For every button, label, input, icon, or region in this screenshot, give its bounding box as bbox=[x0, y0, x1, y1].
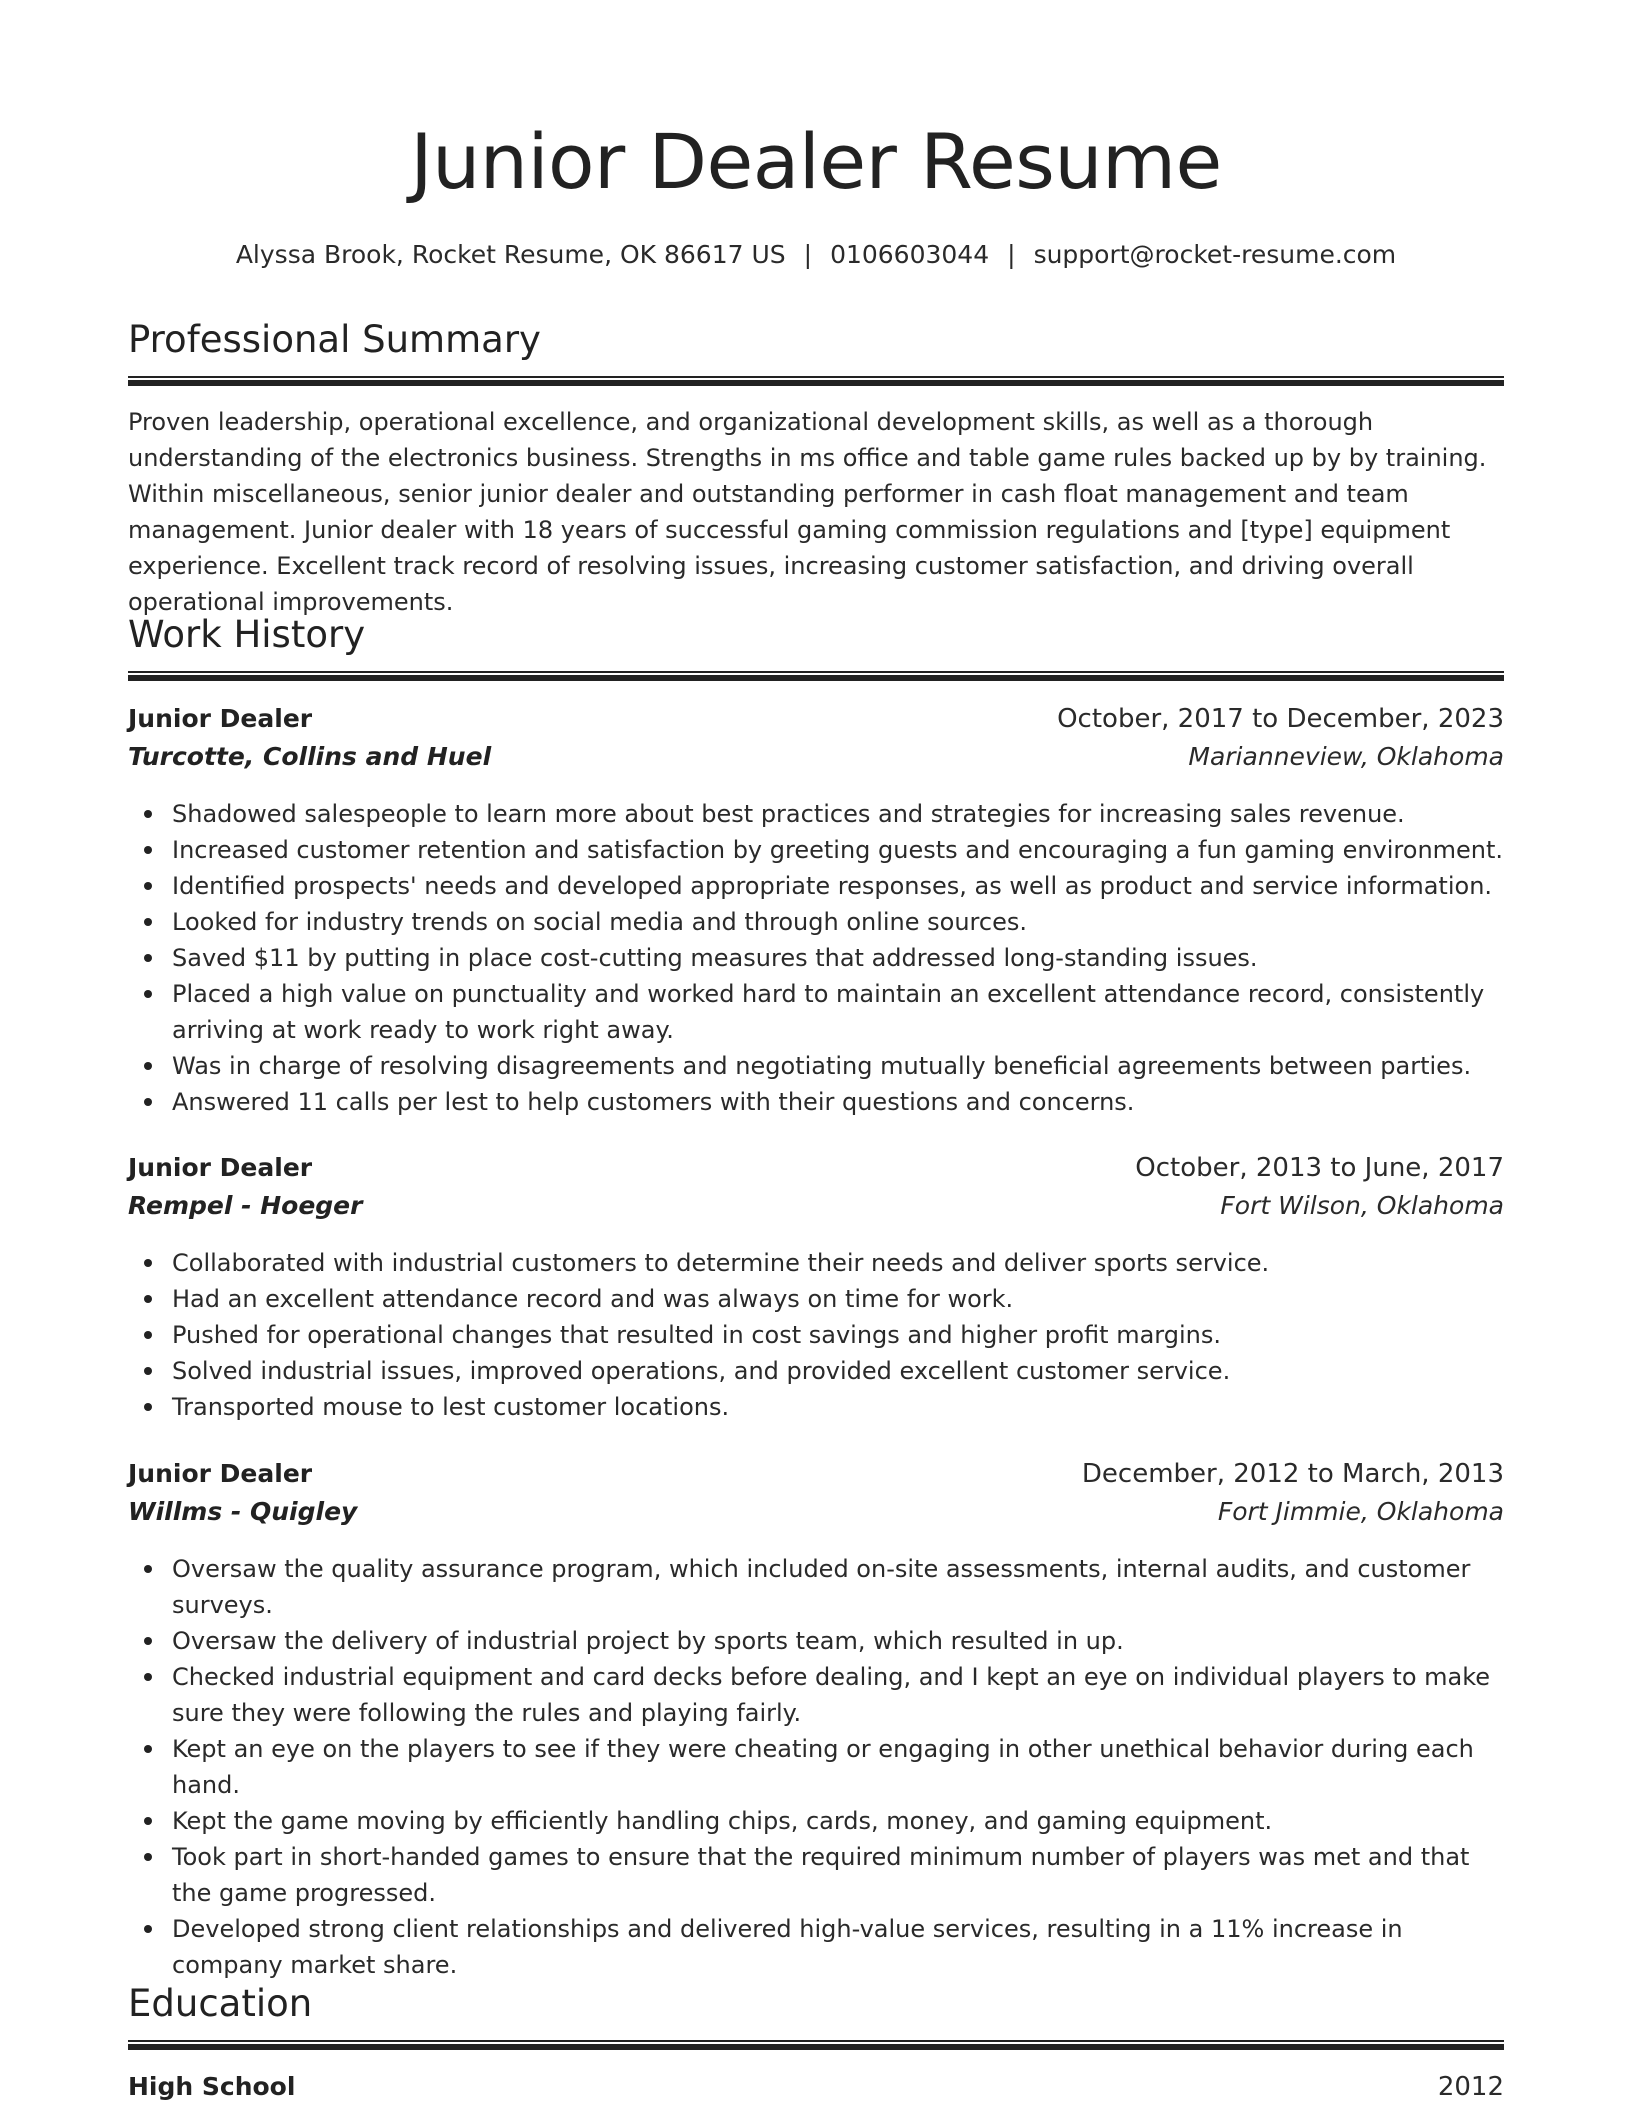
list-item: Took part in short-handed games to ensure that the required minimum number of players was met and that the game progressed. bbox=[172, 1839, 1504, 1911]
job-title: Junior Dealer bbox=[128, 1153, 313, 1182]
list-item: Pushed for operational changes that resulted in cost savings and higher profit margins. bbox=[172, 1317, 1504, 1353]
contact-phone: 0106603044 bbox=[830, 240, 990, 269]
list-item: Oversaw the quality assurance program, which included on-site assessments, internal audits, and customer surveys. bbox=[172, 1551, 1504, 1623]
education-entry bbox=[128, 2072, 1504, 2108]
job-dates: October, 2013 to June, 2017 bbox=[1135, 1153, 1504, 1183]
list-item: Saved $11 by putting in place cost-cutting measures that addressed long-standing issues. bbox=[172, 940, 1504, 976]
list-item: Checked industrial equipment and card decks before dealing, and I kept an eye on individual players to make sure they were following the rules and playing fairly. bbox=[172, 1659, 1504, 1731]
job-dates: December, 2012 to March, 2013 bbox=[1081, 1459, 1504, 1489]
job-dates: October, 2017 to December, 2023 bbox=[1057, 704, 1504, 734]
summary-heading: Professional Summary bbox=[128, 318, 541, 361]
list-item: Shadowed salespeople to learn more about best practices and strategies for increasing sales revenue. bbox=[172, 796, 1504, 832]
job-company: Turcotte, Collins and Huel bbox=[128, 742, 492, 771]
job-header bbox=[128, 704, 1504, 740]
list-item: Kept an eye on the players to see if they were cheating or engaging in other unethical behavior during each hand. bbox=[172, 1731, 1504, 1803]
list-item: Oversaw the delivery of industrial project by sports team, which resulted in up. bbox=[172, 1623, 1504, 1659]
list-item: Transported mouse to lest customer locations. bbox=[172, 1389, 1504, 1425]
contact-separator: | bbox=[1007, 240, 1016, 269]
contact-address: Alyssa Brook, Rocket Resume, OK 86617 US bbox=[235, 240, 786, 269]
list-item: Answered 11 calls per lest to help customers with their questions and concerns. bbox=[172, 1084, 1504, 1120]
job-location: Fort Wilson, Oklahoma bbox=[1220, 1191, 1504, 1220]
job-bullets bbox=[128, 1551, 1504, 1983]
education-degree: High School bbox=[128, 2072, 296, 2101]
list-item: Developed strong client relationships and delivered high-value services, resulting in a 11% increase in company market share. bbox=[172, 1911, 1504, 1983]
job-company-row bbox=[128, 1191, 1504, 1227]
job-location: Fort Jimmie, Oklahoma bbox=[1217, 1497, 1504, 1526]
summary-section-header bbox=[128, 318, 1504, 362]
section-divider bbox=[128, 671, 1504, 681]
job-title: Junior Dealer bbox=[128, 704, 313, 733]
list-item: Placed a high value on punctuality and worked hard to maintain an excellent attendance record, consistently arriving at work ready to work right away. bbox=[172, 976, 1504, 1048]
job-company: Rempel - Hoeger bbox=[128, 1191, 363, 1220]
job-header bbox=[128, 1153, 1504, 1189]
list-item: Increased customer retention and satisfaction by greeting guests and encouraging a fun gaming environment. bbox=[172, 832, 1504, 868]
list-item: Had an excellent attendance record and was always on time for work. bbox=[172, 1281, 1504, 1317]
list-item: Identified prospects' needs and developed appropriate responses, as well as product and service information. bbox=[172, 868, 1504, 904]
education-section-header bbox=[128, 1982, 1504, 2026]
work-section-header bbox=[128, 613, 1504, 657]
education-heading: Education bbox=[128, 1982, 313, 2025]
summary-text: Proven leadership, operational excellence, and organizational development skills, as well as a thorough understanding of the electronics business. Strengths in ms office and table game rules backed up by by training. Within miscellaneous, senior junior dealer and outstanding performer in cash float management and team management. Junior dealer with 18 years of successful gaming commission regulations and [type] equipment experience. Excellent track record of resolving issues, increasing customer satisfaction, and driving overall operational improvements. bbox=[128, 408, 1487, 616]
job-company: Willms - Quigley bbox=[128, 1497, 358, 1526]
section-divider bbox=[128, 376, 1504, 386]
work-heading: Work History bbox=[128, 613, 366, 656]
contact-line bbox=[128, 240, 1504, 270]
list-item: Kept the game moving by efficiently handling chips, cards, money, and gaming equipment. bbox=[172, 1803, 1504, 1839]
job-bullets bbox=[128, 796, 1504, 1120]
job-header bbox=[128, 1459, 1504, 1495]
job-bullets bbox=[128, 1245, 1504, 1425]
list-item: Looked for industry trends on social media and through online sources. bbox=[172, 904, 1504, 940]
resume-title: Junior Dealer Resume bbox=[410, 117, 1222, 206]
job-company-row bbox=[128, 742, 1504, 778]
section-divider bbox=[128, 2040, 1504, 2050]
list-item: Was in charge of resolving disagreements and negotiating mutually beneficial agreements between parties. bbox=[172, 1048, 1504, 1084]
contact-separator: | bbox=[803, 240, 813, 269]
job-title: Junior Dealer bbox=[128, 1459, 313, 1488]
job-company-row bbox=[128, 1497, 1504, 1533]
job-location: Marianneview, Oklahoma bbox=[1188, 742, 1504, 771]
list-item: Solved industrial issues, improved operations, and provided excellent customer service. bbox=[172, 1353, 1504, 1389]
education-year: 2012 bbox=[1437, 2072, 1504, 2102]
contact-email[interactable]: support@rocket-resume.com bbox=[1033, 240, 1397, 269]
list-item: Collaborated with industrial customers to determine their needs and deliver sports service. bbox=[172, 1245, 1504, 1281]
